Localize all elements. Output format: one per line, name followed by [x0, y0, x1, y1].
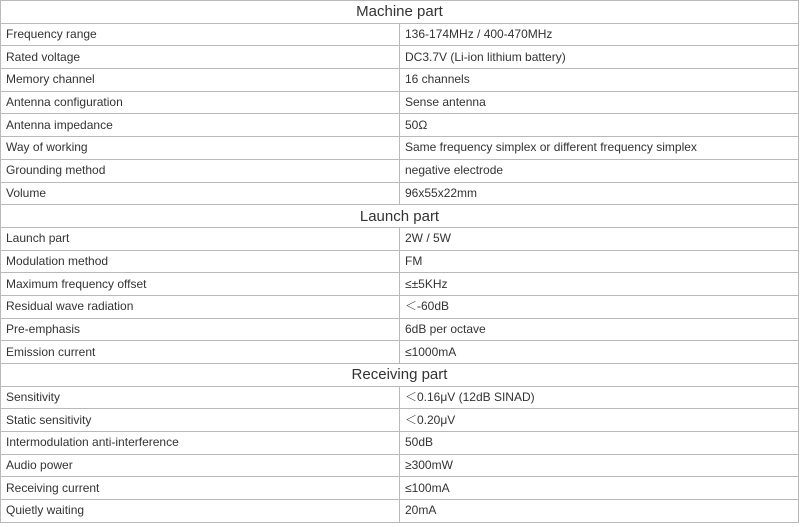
table-row: [1, 477, 799, 500]
spec-value: negative electrode: [400, 159, 799, 182]
table-row: [1, 23, 799, 46]
spec-value: Sense antenna: [400, 91, 799, 114]
spec-name: Frequency range: [1, 23, 400, 46]
spec-name: Launch part: [1, 227, 400, 250]
table-row: [1, 227, 799, 250]
spec-name: Static sensitivity: [1, 409, 400, 432]
spec-name: Antenna impedance: [1, 114, 400, 137]
spec-name: Emission current: [1, 341, 400, 364]
spec-value: 96x55x22mm: [400, 182, 799, 205]
spec-name: Pre-emphasis: [1, 318, 400, 341]
table-row: [1, 182, 799, 205]
section-title: Receiving part: [1, 364, 799, 387]
spec-value: ＜0.16μV (12dB SINAD): [400, 386, 799, 409]
spec-name: Audio power: [1, 454, 400, 477]
spec-name: Quietly waiting: [1, 500, 400, 523]
spec-value: ≤1000mA: [400, 341, 799, 364]
table-row: [1, 295, 799, 318]
table-row: [1, 386, 799, 409]
spec-table-body: [1, 1, 799, 523]
section-header-row: [1, 364, 799, 387]
table-row: [1, 250, 799, 273]
spec-value: 20mA: [400, 500, 799, 523]
spec-name: Grounding method: [1, 159, 400, 182]
section-title: Launch part: [1, 205, 799, 228]
spec-value: 50Ω: [400, 114, 799, 137]
spec-value: ＜-60dB: [400, 295, 799, 318]
table-row: [1, 69, 799, 92]
table-row: [1, 273, 799, 296]
table-row: [1, 318, 799, 341]
spec-name: Antenna configuration: [1, 91, 400, 114]
table-row: [1, 114, 799, 137]
section-header-row: [1, 205, 799, 228]
spec-value: 16 channels: [400, 69, 799, 92]
table-row: [1, 432, 799, 455]
table-row: [1, 137, 799, 160]
table-row: [1, 409, 799, 432]
spec-value: 50dB: [400, 432, 799, 455]
spec-name: Modulation method: [1, 250, 400, 273]
section-title: Machine part: [1, 1, 799, 24]
spec-name: Memory channel: [1, 69, 400, 92]
spec-value: 2W / 5W: [400, 227, 799, 250]
spec-name: Residual wave radiation: [1, 295, 400, 318]
spec-value: Same frequency simplex or different frequency simplex: [400, 137, 799, 160]
table-row: [1, 341, 799, 364]
spec-name: Sensitivity: [1, 386, 400, 409]
spec-value: ≤±5KHz: [400, 273, 799, 296]
spec-name: Volume: [1, 182, 400, 205]
spec-value: ＜0.20μV: [400, 409, 799, 432]
spec-name: Maximum frequency offset: [1, 273, 400, 296]
table-row: [1, 46, 799, 69]
table-row: [1, 159, 799, 182]
spec-name: Receiving current: [1, 477, 400, 500]
table-row: [1, 91, 799, 114]
section-header-row: [1, 1, 799, 24]
table-row: [1, 454, 799, 477]
spec-name: Rated voltage: [1, 46, 400, 69]
spec-value: FM: [400, 250, 799, 273]
spec-name: Intermodulation anti-interference: [1, 432, 400, 455]
spec-value: ≥300mW: [400, 454, 799, 477]
spec-value: ≤100mA: [400, 477, 799, 500]
spec-value: 136-174MHz / 400-470MHz: [400, 23, 799, 46]
spec-name: Way of working: [1, 137, 400, 160]
table-row: [1, 500, 799, 523]
spec-value: 6dB per octave: [400, 318, 799, 341]
spec-value: DC3.7V (Li-ion lithium battery): [400, 46, 799, 69]
